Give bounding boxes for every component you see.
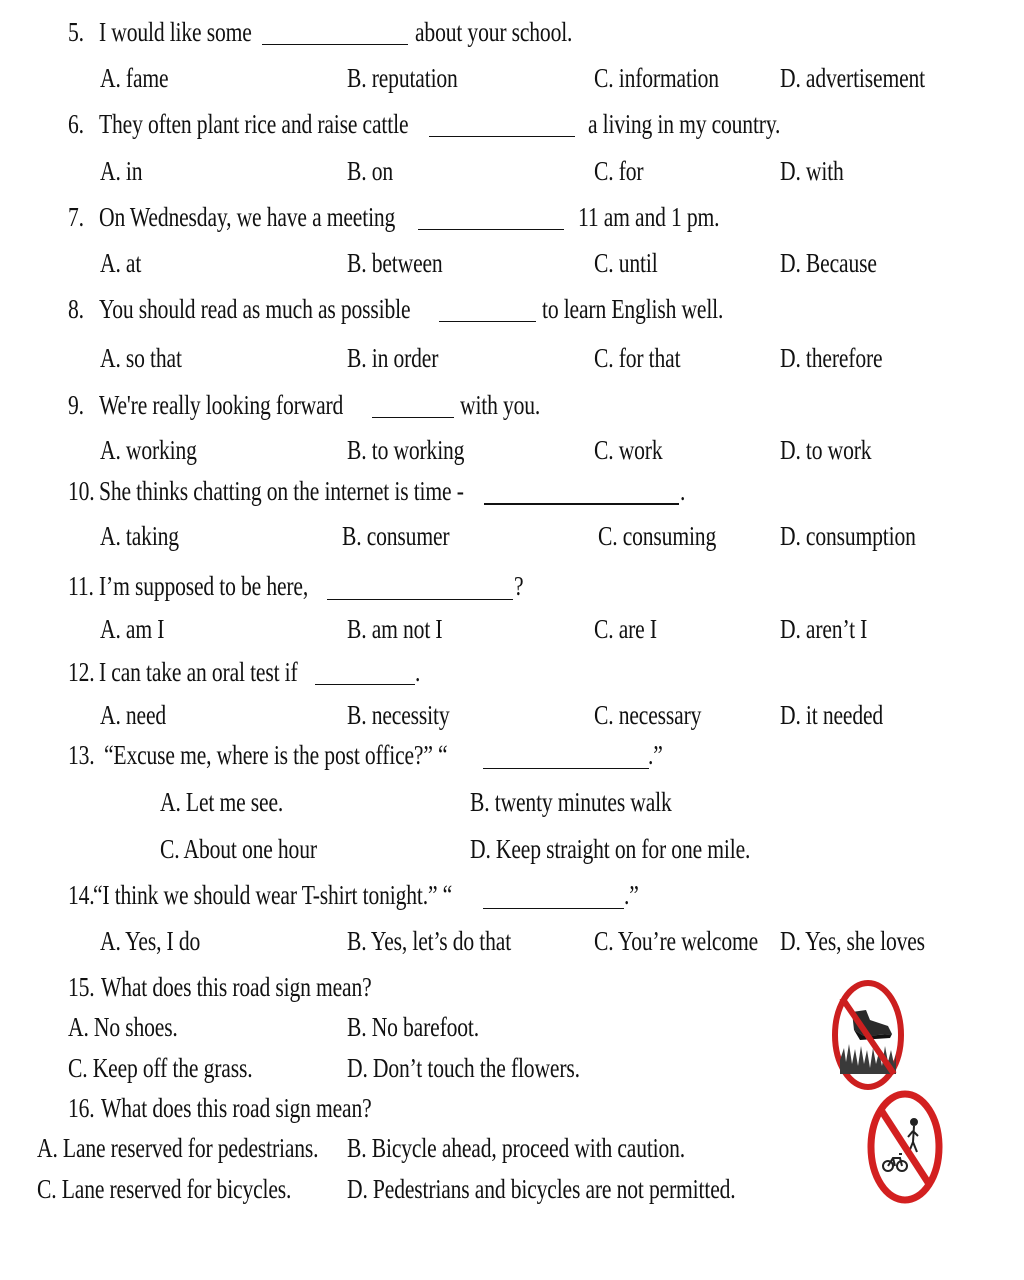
option-c[interactable]: C. About one hour [160,834,317,864]
option-c[interactable]: C. You’re welcome [594,926,759,956]
answer-blank[interactable] [372,417,454,418]
option-a[interactable]: A. Yes, I do [100,926,201,956]
question-number: 10. [68,476,95,506]
question-stem-end: 11 am and 1 pm. [578,202,720,232]
option-a[interactable]: A. need [100,700,167,730]
option-d[interactable]: D. consumption [780,521,916,551]
option-d[interactable]: D. to work [780,435,872,465]
option-c[interactable]: C. consuming [598,521,717,551]
option-b[interactable]: B. am not I [347,614,443,644]
option-d[interactable]: D. it needed [780,700,884,730]
question-number: 8. [68,294,84,324]
option-d[interactable]: D. Pedestrians and bicycles are not permitted. [347,1174,736,1204]
answer-blank[interactable] [483,908,624,909]
option-a[interactable]: A. No shoes. [68,1012,178,1042]
question-stem-end: to learn English well. [542,294,724,324]
question-stem: I’m supposed to be here, [99,571,309,601]
option-a[interactable]: A. working [100,435,197,465]
question-number: 9. [68,390,84,420]
answer-blank[interactable] [484,503,679,505]
option-a[interactable]: A. am I [100,614,165,644]
question-stem: “I think we should wear T-shirt tonight.” “ [93,880,453,910]
option-a[interactable]: A. at [100,248,142,278]
question-stem-end: about your school. [415,17,573,47]
question-stem: I can take an oral test if [99,657,298,687]
answer-blank[interactable] [262,44,408,45]
answer-blank[interactable] [418,229,564,230]
option-b[interactable]: B. reputation [347,63,458,93]
question-stem-end: ? [514,571,524,601]
option-b[interactable]: B. consumer [342,521,450,551]
question-stem: They often plant rice and raise cattle [99,109,409,139]
option-d[interactable]: D. with [780,156,844,186]
option-c[interactable]: C. are I [594,614,657,644]
question-stem-end: .” [648,740,663,770]
question-number: 12. [68,657,95,687]
answer-blank[interactable] [429,136,575,137]
question-stem-end: with you. [460,390,541,420]
option-a[interactable]: A. taking [100,521,179,551]
question-number: 7. [68,202,84,232]
question-number: 6. [68,109,84,139]
option-a[interactable]: A. so that [100,343,182,373]
option-c[interactable]: C. until [594,248,658,278]
option-b[interactable]: B. twenty minutes walk [470,787,672,817]
question-number: 16. [68,1093,95,1123]
option-c[interactable]: C. information [594,63,719,93]
question-stem: What does this road sign mean? [101,1093,372,1123]
answer-blank[interactable] [315,684,415,685]
option-b[interactable]: B. necessity [347,700,450,730]
question-stem-end: a living in my country. [588,109,781,139]
option-c[interactable]: C. Lane reserved for bicycles. [37,1174,292,1204]
question-stem: I would like some [99,17,252,47]
question-stem: On Wednesday, we have a meeting [99,202,396,232]
option-c[interactable]: C. Keep off the grass. [68,1053,253,1083]
option-b[interactable]: B. on [347,156,394,186]
question-stem: We're really looking forward [99,390,344,420]
option-a[interactable]: A. Lane reserved for pedestrians. [37,1133,319,1163]
option-d[interactable]: D. therefore [780,343,883,373]
option-a[interactable]: A. Let me see. [160,787,284,817]
option-b[interactable]: B. in order [347,343,439,373]
option-a[interactable]: A. fame [100,63,169,93]
option-d[interactable]: D. Because [780,248,877,278]
option-b[interactable]: B. Bicycle ahead, proceed with caution. [347,1133,686,1163]
option-b[interactable]: B. Yes, let’s do that [347,926,512,956]
option-a[interactable]: A. in [100,156,143,186]
option-c[interactable]: C. for [594,156,644,186]
answer-blank[interactable] [327,599,513,600]
option-b[interactable]: B. between [347,248,443,278]
question-stem: “Excuse me, where is the post office?” “ [104,740,448,770]
option-c[interactable]: C. for that [594,343,681,373]
question-number: 14. [68,880,95,910]
option-c[interactable]: C. necessary [594,700,702,730]
question-number: 11. [68,571,94,601]
question-stem-end: . [680,476,686,506]
question-number: 15. [68,972,95,1002]
answer-blank[interactable] [439,321,536,322]
question-stem: You should read as much as possible [99,294,411,324]
option-b[interactable]: B. to working [347,435,465,465]
question-number: 5. [68,17,84,47]
question-stem: What does this road sign mean? [101,972,372,1002]
option-c[interactable]: C. work [594,435,663,465]
question-number: 13. [68,740,95,770]
answer-blank[interactable] [483,768,649,769]
no-stepping-on-grass-sign-icon [830,978,906,1092]
option-b[interactable]: B. No barefoot. [347,1012,479,1042]
option-d[interactable]: D. Keep straight on for one mile. [470,834,751,864]
no-pedestrians-bicycles-sign-icon [866,1090,944,1204]
question-stem-end: . [415,657,421,687]
option-d[interactable]: D. advertisement [780,63,925,93]
question-stem-end: .” [624,880,639,910]
option-d[interactable]: D. aren’t I [780,614,868,644]
question-stem: She thinks chatting on the internet is time - [99,476,464,506]
option-d[interactable]: D. Yes, she loves [780,926,925,956]
option-d[interactable]: D. Don’t touch the flowers. [347,1053,580,1083]
